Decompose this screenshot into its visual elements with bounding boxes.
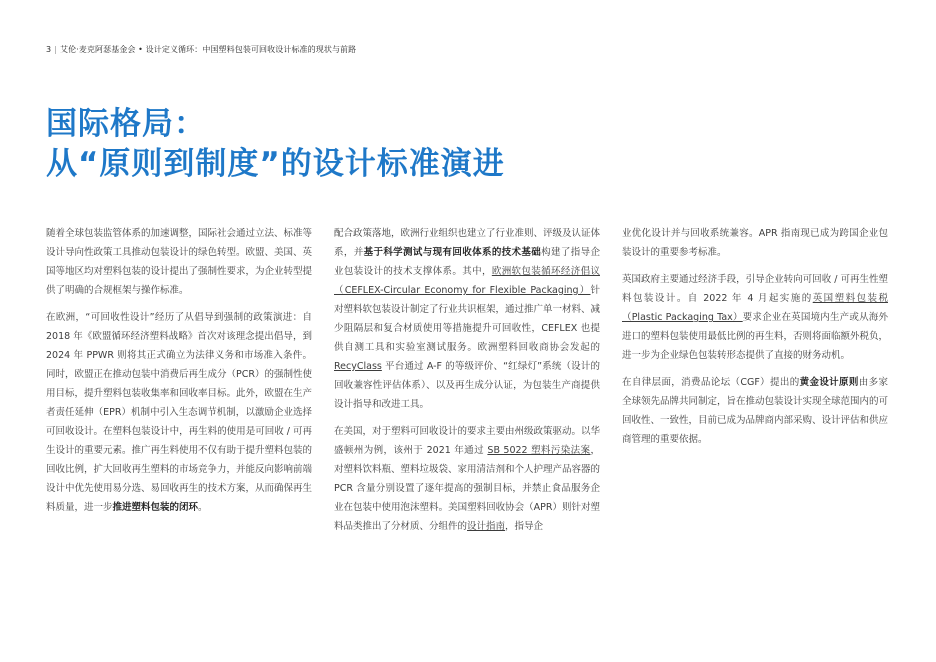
- linked-text[interactable]: 欧洲软包装循环经济倡议（CEFLEX-Circular Economy for Flexible Packaging）: [334, 266, 600, 296]
- page-title: [46, 104, 505, 184]
- text-run: 在自律层面，消费品论坛（CGF）提出的: [622, 377, 800, 388]
- text-column-3: [622, 224, 888, 457]
- text-column-1: [46, 224, 312, 525]
- text-run: 业优化设计并与回收系统兼容。APR 指南现已成为跨国企业包装设计的重要参考标准。: [622, 228, 888, 258]
- text-run: 在欧洲，“可回收性设计”经历了从倡导到强制的政策演进：自 2018 年《欧盟循环经济塑料战略》首次对该理念提出倡导，到 2024 年 PPWR 则将其正式确立为法律义务和市场准入条件。同时，欧盟正在推动包装中消费后再生成分（PCR）的强制性使用目标，提升塑料包装收集率和回收率目标。此外，欧盟在生产者责任延伸（EPR）机制中引入生态调节机制，以激励企业选择可回收设计。在塑料包装设计中，再生料的使用是可回收 / 可再生设计的重要元素。推广再生料使用不仅有助于提升塑料包装的回收比例，扩大回收再生塑料的市场竞争力，并能反向影响前端设计中优先使用易分选、易回收再生的技术方案，从而确保再生料质量，进一步: [46, 312, 313, 513]
- paragraph: [334, 422, 600, 536]
- paragraph: [46, 308, 312, 517]
- paragraph: [622, 270, 888, 365]
- text-run: 要求企业在英国境内生产或从海外进口的塑料包装使用最低比例的再生料，否则将面临额外税负，进一步为企业绿色包装转形态提供了直接的财务动机。: [622, 312, 889, 361]
- linked-text[interactable]: SB 5022 塑料污染法案: [487, 445, 591, 456]
- page-number: 3: [46, 45, 52, 54]
- running-header: [46, 44, 356, 55]
- linked-text[interactable]: 设计指南: [467, 521, 506, 532]
- text-column-2: [334, 224, 600, 544]
- text-run: 配合政策落地，欧洲行业组织也建立了行业准则、评级及认证体系，并: [334, 228, 601, 258]
- text-run: ，对塑料饮料瓶、塑料垃圾袋、家用清洁剂和个人护理产品容器的 PCR 含量分别设置了逐年提高的强制目标，并禁止食品服务企业在包装中使用泡沫塑料。美国塑料回收协会（APR）则针对塑料品类推出了分材质、分组件的: [334, 445, 601, 532]
- linked-text[interactable]: 英国塑料包装税（Plastic Packaging Tax）: [622, 293, 888, 323]
- linked-text[interactable]: RecyClass: [334, 361, 382, 372]
- paragraph: [46, 224, 312, 300]
- text-run: 。: [198, 502, 208, 513]
- text-run: 由多家全球领先品牌共同制定，旨在推动包装设计实现全球范围内的可回收性、一致性，目前已成为品牌商内部采购、设计评估和供应商管理的重要依据。: [622, 377, 889, 445]
- header-text: 艾伦·麦克阿瑟基金会 • 设计定义循环：中国塑料包装可回收设计标准的现状与前路: [60, 45, 357, 54]
- bold-text: 基于科学测试与现有回收体系的技术基础: [363, 247, 542, 258]
- bold-text: 黄金设计原则: [799, 377, 859, 388]
- text-run: ，指导企: [505, 521, 544, 532]
- text-run: 在美国，对于塑料可回收设计的要求主要由州级政策驱动。以华盛顿州为例，该州于 2021 年通过: [334, 426, 601, 456]
- bold-text: 推进塑料包装的闭环: [112, 502, 199, 513]
- title-line-1: 国际格局：: [46, 106, 206, 142]
- text-run: 构建了指导企业包装设计的技术支撑体系。其中，: [334, 247, 600, 277]
- title-line-2: 从“原则到制度”的设计标准演进: [46, 146, 505, 182]
- paragraph: [334, 224, 600, 414]
- text-run: 平台通过 A-F 的等级评价、“红绿灯”系统（设计的回收兼容性评估体系）、以及再生成分认证，为包装生产商提供设计指导和改进工具。: [334, 361, 600, 410]
- paragraph: [622, 224, 888, 262]
- text-run: 英国政府主要通过经济手段，引导企业转向可回收 / 可再生性塑料包装设计。自 2022 年 4 月起实施的: [622, 274, 888, 304]
- text-run: 随着全球包装监管体系的加速调整，国际社会通过立法、标准等设计导向性政策工具推动包装设计的绿色转型。欧盟、美国、英国等地区均对塑料包装的设计提出了强制性要求，为企业转型提供了明确的合规框架与操作标准。: [46, 228, 313, 296]
- paragraph: [622, 373, 888, 449]
- text-run: 针对塑料软包装设计制定了行业共识框架，通过推广单一材料、减少阻隔层和复合材质使用等措施提升可回收性，CEFLEX 也提供自测工具和实验室测试服务。欧洲塑料回收商协会发起的: [334, 285, 601, 353]
- header-divider: |: [54, 45, 57, 54]
